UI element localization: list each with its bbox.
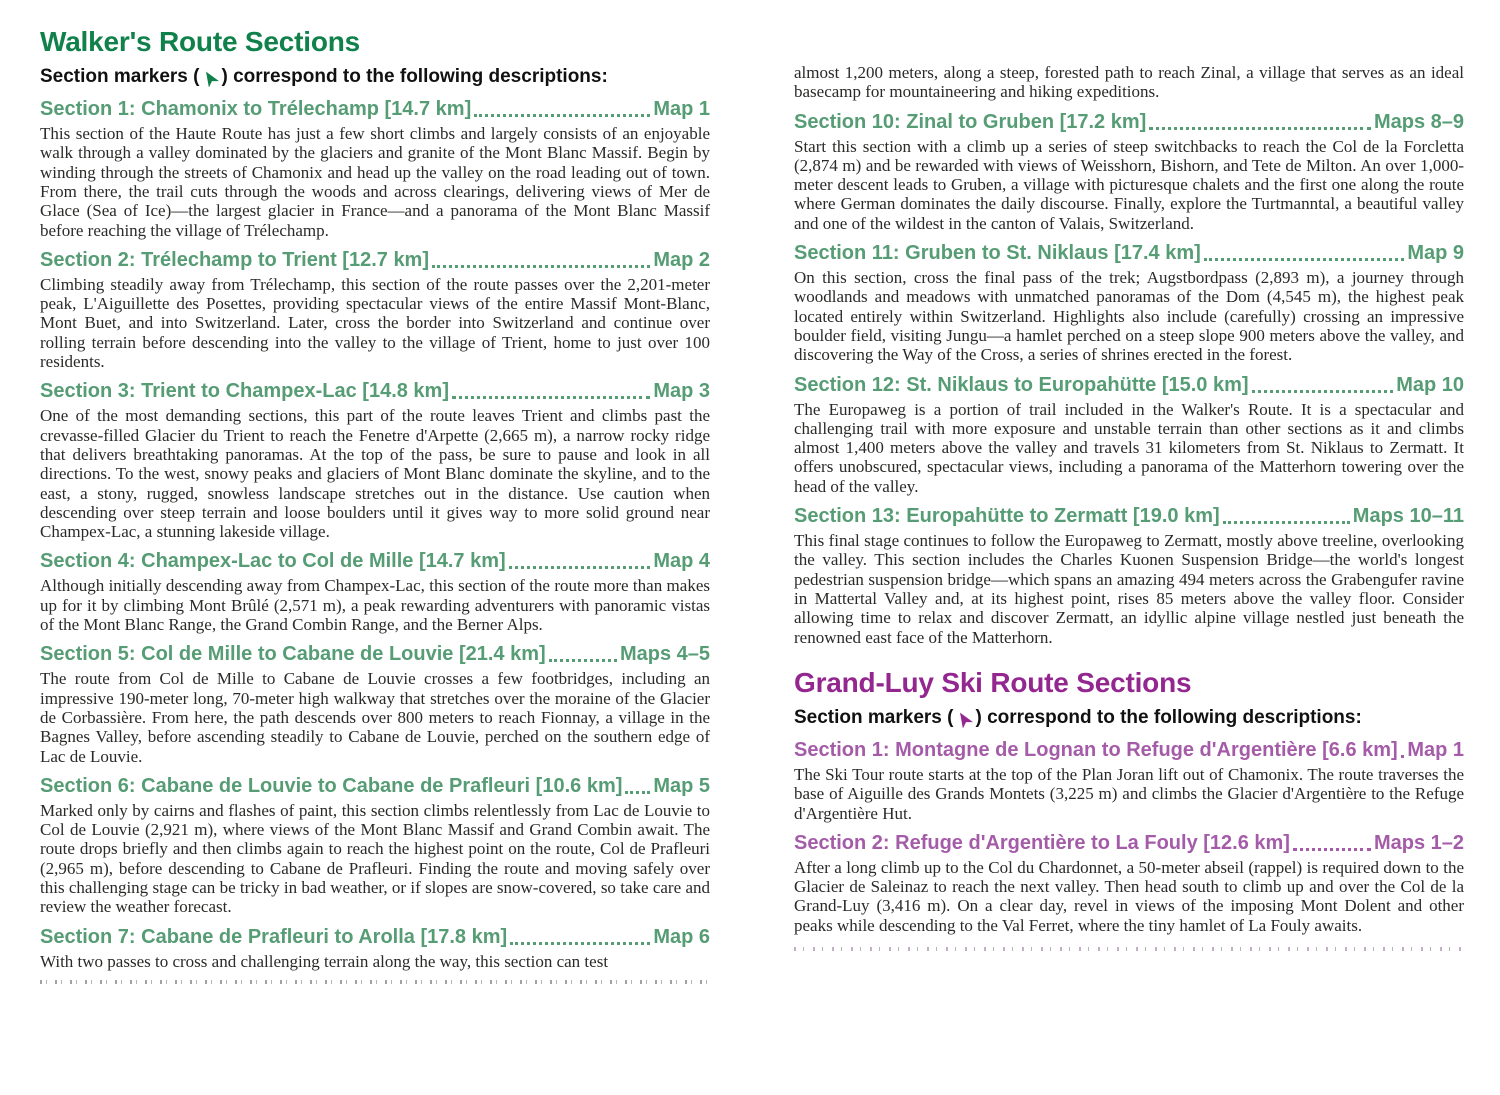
route-section (40, 775, 710, 917)
section-body: One of the most demanding sections, this part of the route leaves Trient and climbs past the crevasse-filled Glacier du Trient to reach the Fenetre d'Arpette (2,665 m), a narrow rocky ridge that delivers breathtaking panoramas. At the top of the pass, be sure to pause and look in all directions. To the west, snowy peaks and glaciers of Mont Blanc dominate the skyline, and to the east, a stony, rugged, snowless landscape stretches out in the distance. Use caution when descending over steep terrain and loose boulders until it gives way to more solid ground near Champex-Lac, a stunning lakeside village. (40, 406, 710, 542)
walkers-route-title: Walker's Route Sections (40, 26, 360, 57)
section-body: Start this section with a climb up a series of steep switchbacks to reach the Col de la Forcletta (2,874 m) and be rewarded with views of Weisshorn, Bishorn, and Tete de Milton. An over 1,000-meter descent leads to Gruben, a village with picturesque chalets and the first one along the route where German dominates the daily discourse. Finally, explore the Turtmanntal, a beautiful valley and one of the wildest in the canton of Valais, Switzerland. (794, 136, 1464, 233)
section-body: With two passes to cross and challenging terrain along the way, this section can test (40, 951, 609, 971)
section-map-ref: Map 1 (1407, 738, 1464, 761)
route-section (794, 374, 1464, 496)
section-body: The route from Col de Mille to Cabane de Louvie crosses a few footbridges, including an impressive 190-meter long, 70-meter high walkway that stretches over the moraine of the Glacier de Corbassière. From here, the path descends over 800 meters to reach Fionnay, a village in the Bagnes Valley, before ascending steadily to Cabane de Louvie, perched on the southern edge of Lac de Louvie. (40, 669, 710, 766)
route-section (794, 242, 1464, 364)
dot-leader (549, 659, 617, 662)
ski-marker-note (794, 706, 1464, 730)
section-heading (794, 242, 1464, 265)
clipped-text-line (794, 947, 1464, 951)
marker-note-pre: Section markers ( (40, 66, 200, 88)
section-body: Marked only by cairns and flashes of paint, this section climbs relentlessly from Lac de Louvie to Col de Louvie (2,921 m), where views of the Mont Blanc Massif and Grand Combin await. The route drops briefly and then climbs again to reach the highest point on the route, Col de Prafleuri (2,965 m), before descending to Cabane de Prafleuri. Finding the route and moving safely over this challenging stage can be tricky in bad weather, or if slopes are snow-covered, so take care and review the weather forecast. (40, 800, 710, 917)
section-marker-icon (955, 710, 973, 728)
section-map-ref: Map 9 (1407, 242, 1464, 265)
section-heading (794, 832, 1464, 855)
section-map-ref: Map 2 (653, 248, 710, 271)
marker-note-pre: Section markers ( (794, 707, 954, 729)
section-heading-title: Section 2: Trélechamp to Trient [12.7 km] (40, 248, 430, 271)
section-body: Although initially descending away from Champex-Lac, this section of the route more than makes up for it by climbing Mont Brûlé (2,571 m), a peak rewarding adventurers with panoramic vistas of the Mont Blanc Range, the Grand Combin Range, and the Berner Alps. (40, 576, 710, 635)
section-heading-title: Section 2: Refuge d'Argentière to La Fouly [12.6 km] (794, 831, 1290, 854)
dot-leader (1204, 258, 1405, 261)
dot-leader (1293, 848, 1371, 851)
walkers-marker-note (40, 65, 710, 89)
section-heading-title: Section 11: Gruben to St. Niklaus [17.4 km] (794, 242, 1201, 265)
route-section (40, 550, 710, 634)
dot-leader (1223, 521, 1350, 524)
section-heading (794, 505, 1464, 528)
section-heading-title: Section 5: Col de Mille to Cabane de Louvie [21.4 km] (40, 643, 546, 666)
dot-leader (509, 566, 651, 569)
section-map-ref: Maps 1–2 (1373, 831, 1464, 854)
dot-leader (1149, 127, 1371, 130)
section-map-ref: Map 5 (653, 774, 710, 797)
section-heading-title: Section 1: Chamonix to Trélechamp [14.7 km] (40, 98, 472, 121)
section-heading (40, 98, 710, 121)
section-heading (40, 380, 710, 403)
right-column (794, 26, 1464, 1095)
section-heading (794, 374, 1464, 397)
route-section (794, 505, 1464, 647)
dot-leader (432, 265, 650, 268)
marker-note-post: ) correspond to the following descriptions: (221, 66, 608, 88)
section-marker-icon (201, 69, 219, 87)
section-heading-title: Section 3: Trient to Champex-Lac [14.8 km] (40, 380, 449, 403)
section-heading-title: Section 13: Europahütte to Zermatt [19.0 km] (794, 505, 1220, 528)
section-body: After a long climb up to the Col du Chardonnet, a 50-meter abseil (rappel) is required down to the Glacier de Saleinaz to reach the next valley. Then head south to climb up and over the Col de la Grand-Luy (3,416 m). On a clear day, revel in views of the imposing Mont Dolent and other peaks while descending to the Val Ferret, where the tiny hamlet of La Fouly awaits. (794, 857, 1464, 935)
section-body: This final stage continues to follow the Europaweg to Zermatt, mostly above treeline, overlooking the valley. This section includes the Charles Kuonen Suspension Bridge—the world's longest pedestrian suspension bridge—which spans an amazing 494 meters across the Grabengufer ravine in Mattertal Valley and, at its highest point, rises 85 meters above the valley floor. Consider allowing time to relax and discover Zermatt, an idyllic alpine village nestled just beneath the renowned east face of the Matterhorn. (794, 531, 1464, 647)
section-heading-title: Section 7: Cabane de Prafleuri to Arolla [17.8 km] (40, 925, 508, 948)
section-body: The Europaweg is a portion of trail included in the Walker's Route. It is a spectacular and challenging trail with more exposure and unstable terrain than other sections as it and climbs almost 1,400 meters above the valley and travels 31 kilometers from St. Niklaus to Zermatt. It offers unobscured, spectacular views, including a panorama of the Matterhorn towering over the head of the valley. (794, 399, 1464, 496)
route-section (40, 380, 710, 541)
dot-leader (474, 114, 650, 117)
marker-note-post: ) correspond to the following descriptions: (975, 707, 1362, 729)
section-body: On this section, cross the final pass of the trek; Augstbordpass (2,893 m), a journey through woodlands and meadows with unmatched panoramas of the Dom (4,545 m), the highest peak located entirely within Switzerland. Highlights also include (carefully) crossing an impressive boulder field, visiting Jungu—a hamlet perched on a steep slope 900 meters above the valley, and discovering the Way of the Cross, a series of shrines erected in the forest. (794, 268, 1464, 365)
dot-leader (625, 791, 650, 794)
section-heading-title: Section 1: Montagne de Lognan to Refuge d'Argentière [6.6 km] (794, 738, 1398, 761)
section-map-ref: Maps 4–5 (619, 643, 710, 666)
route-section (40, 249, 710, 371)
section-heading (794, 739, 1464, 762)
section-map-ref: Map 10 (1396, 373, 1464, 396)
section-heading (40, 643, 710, 666)
section-heading (40, 926, 710, 949)
route-section (794, 111, 1464, 233)
section-body: Climbing steadily away from Trélechamp, this section of the route passes over the 2,201-meter peak, L'Aiguillette des Posettes, providing spectacular views of the entire Massif Mont-Blanc, Mont Buet, and into Switzerland. Later, cross the border into Switzerland and continue over rolling terrain before descending into the valley to the village of Trient, home to just over 100 residents. (40, 274, 710, 372)
section-heading (40, 775, 710, 798)
section-heading (40, 550, 710, 573)
route-section (40, 98, 710, 240)
dot-leader (452, 396, 650, 399)
section-heading-title: Section 6: Cabane de Louvie to Cabane de Prafleuri [10.6 km] (40, 774, 623, 797)
route-section (40, 926, 710, 971)
section-heading-title: Section 12: St. Niklaus to Europahütte [15.0 km] (794, 373, 1249, 396)
route-section (40, 643, 710, 765)
dot-leader (510, 942, 650, 945)
dot-leader (1401, 755, 1405, 758)
section-map-ref: Map 3 (653, 380, 710, 403)
continuation-paragraph: almost 1,200 meters, along a steep, forested path to reach Zinal, a village that serves as an ideal basecamp for mountaineering and hiking expeditions. (794, 63, 1464, 102)
route-section (794, 832, 1464, 935)
section-map-ref: Map 1 (653, 98, 710, 121)
dot-leader (1252, 390, 1394, 393)
section-heading (40, 249, 710, 272)
section-heading (794, 111, 1464, 134)
section-heading-title: Section 4: Champex-Lac to Col de Mille [14.7 km] (40, 550, 506, 573)
section-body: The Ski Tour route starts at the top of the Plan Joran lift out of Chamonix. The route traverses the base of Aiguille des Grands Montets (3,225 m) and climbs the Glacier d'Argentière to the Refuge d'Argentière Hut. (794, 764, 1464, 823)
section-map-ref: Maps 10–11 (1352, 505, 1464, 528)
clipped-text-line (40, 980, 710, 984)
left-column (40, 26, 710, 1095)
section-body: This section of the Haute Route has just a few short climbs and largely consists of an enjoyable walk through a valley dominated by the glaciers and granite of the Mont Blanc Massif. Begin by winding through the streets of Chamonix and head up the valley on the road leading out of town. From there, the trail cuts through the woods and across clearings, delivering views of Mer de Glace (Sea of Ice)—the largest glacier in France—and a panorama of the Mont Blanc Massif before reaching the village of Trélechamp. (40, 124, 710, 240)
section-map-ref: Map 4 (653, 550, 710, 573)
route-section (794, 739, 1464, 823)
ski-route-title: Grand-Luy Ski Route Sections (794, 666, 1192, 698)
section-heading-title: Section 10: Zinal to Gruben [17.2 km] (794, 110, 1147, 133)
section-map-ref: Map 6 (653, 925, 710, 948)
section-map-ref: Maps 8–9 (1373, 110, 1464, 133)
